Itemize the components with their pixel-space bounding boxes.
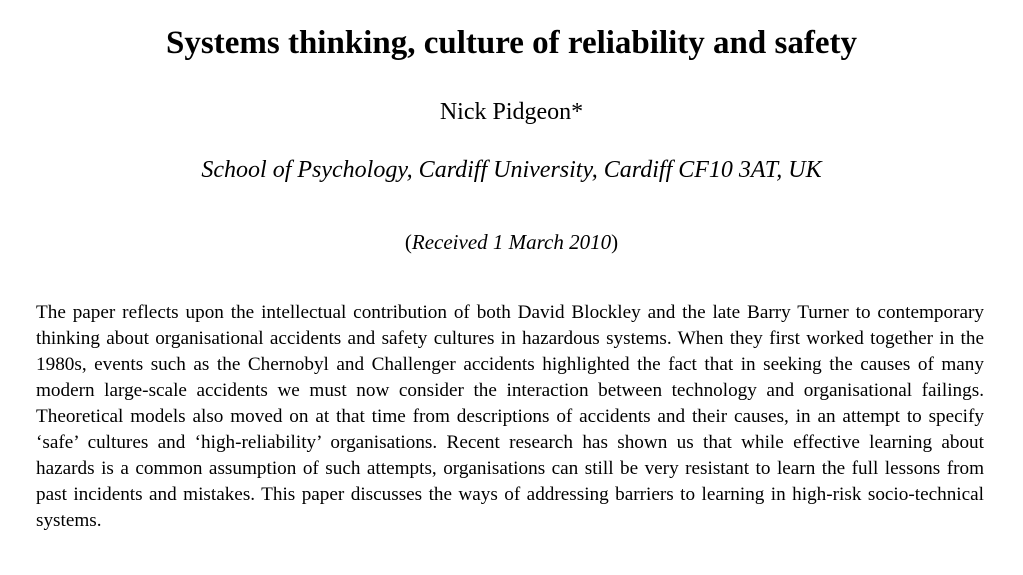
received-close-paren: ): [611, 230, 619, 254]
received-open-paren: (: [404, 230, 412, 254]
author-affiliation: School of Psychology, Cardiff University, Cardiff CF10 3AT, UK: [201, 157, 822, 183]
received-date: [0, 227, 1023, 257]
received-text: Received 1 March 2010: [411, 230, 612, 254]
author-name: Nick Pidgeon*: [439, 99, 584, 125]
paper-title: Systems thinking, culture of reliability and safety: [166, 25, 857, 61]
abstract-text: The paper reflects upon the intellectual contribution of both David Blockley and the late Barry Turner to contemporary thinking about organisational accidents and safety cultures in hazardous systems. When they first worked together in the 1980s, events such as the Chernobyl and Challenger accidents highlighted the fact that in seeking the causes of many modern large-scale accidents we must now consider the interaction between technology and organisational failings. Theoretical models also moved on at that time from descriptions of accidents and their causes, in an attempt to specify ‘safe’ cultures and ‘high-reliability’ organisations. Recent research has shown us that while effective learning about hazards is a common assumption of such attempts, organisations can still be very resistant to learn the full lessons from past incidents and mistakes. This paper discusses the ways of addressing barriers to learning in high-risk socio-technical systems.: [36, 302, 984, 531]
